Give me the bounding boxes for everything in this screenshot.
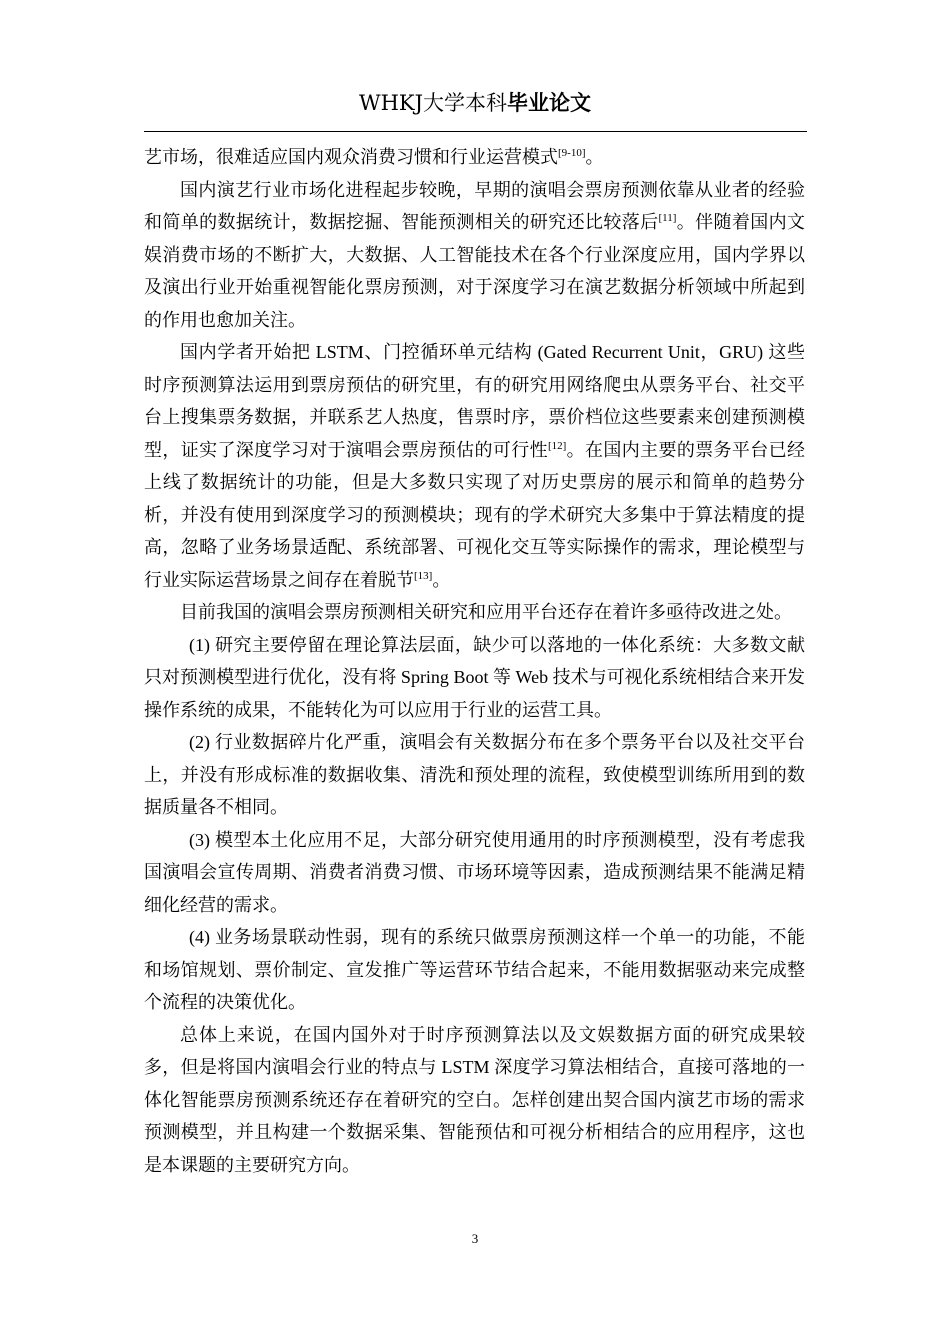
paragraph: 国内学者开始把 LSTM、门控循环单元结构 (Gated Recurrent Unit，GRU) 这些时序预测算法运用到票房预估的研究里，有的研究用网络爬虫从票务平台、社交平台上搜集票务数据，并联系艺人热度，售票时序，票价档位这些要素来创建预测模型，证实了深度学习对于演唱会票房预估的可行性[12]。在国内主要的票务平台已经上线了数据统计的功能，但是大多数只实现了对历史票房的展示和简单的趋势分析，并没有使用到深度学习的预测模块；现有的学术研究大多集中于算法精度的提高，忽略了业务场景适配、系统部署、可视化交互等实际操作的需求，理论模型与行业实际运营场景之间存在着脱节[13]。	[144, 342, 806, 590]
body-text	[144, 141, 805, 1181]
paragraph: 国内演艺行业市场化进程起步较晚，早期的演唱会票房预测依靠从业者的经验和简单的数据统计，数据挖掘、智能预测相关的研究还比较落后[11]。伴随着国内文娱消费市场的不断扩大，大数据、人工智能技术在各个行业深度应用，国内学界以及演出行业开始重视智能化票房预测，对于深度学习在演艺数据分析领域中所起到的作用也愈加关注。	[144, 179, 806, 330]
list-item: (2) 行业数据碎片化严重，演唱会有关数据分布在多个票务平台以及社交平台上，并没有形成标准的数据收集、清洗和预处理的流程，致使模型训练所用到的数据质量各不相同。	[144, 732, 805, 817]
citation: [9-10]	[558, 147, 586, 159]
citation: [13]	[414, 569, 433, 582]
list-item: (4) 业务场景联动性弱，现有的系统只做票房预测这样一个单一的功能，不能和场馆规划、票价制定、宣发推广等运营环节结合起来，不能用数据驱动来完成整个流程的决策优化。	[144, 927, 805, 1012]
header-rule	[144, 131, 807, 132]
page-header	[0, 88, 950, 118]
page-number: 3	[471, 1231, 479, 1246]
header-title-main: WHKJ大学本科	[358, 91, 507, 115]
list-item: (3) 模型本土化应用不足，大部分研究使用通用的时序预测模型，没有考虑我国演唱会宣传周期、消费者消费习惯、市场环境等因素，造成预测结果不能满足精细化经营的需求。	[144, 829, 805, 915]
paragraph-continued: 艺市场，很难适应国内观众消费习惯和行业运营模式[9-10]。	[144, 147, 604, 167]
citation: [12]	[547, 439, 567, 452]
citation: [11]	[658, 212, 677, 224]
paragraph: 总体上来说，在国内国外对于时序预测算法以及文娱数据方面的研究成果较多，但是将国内演唱会行业的特点与 LSTM 深度学习算法相结合，直接可落地的一体化智能票房预测系统还存在着研究的空白。怎样创建出契合国内演艺市场的需求预测模型，并且构建一个数据采集、智能预估和可视分析相结合的应用程序，这也是本课题的主要研究方向。	[144, 1024, 805, 1175]
list-item: (1) 研究主要停留在理论算法层面，缺少可以落地的一体化系统：大多数文献只对预测模型进行优化，没有将 Spring Boot 等 Web 技术与可视化系统相结合来开发操作系统的成果，不能转化为可以应用于行业的运营工具。	[144, 634, 805, 720]
header-title-tail: 毕业论文	[507, 91, 591, 115]
paragraph: 目前我国的演唱会票房预测相关研究和应用平台还存在着许多亟待改进之处。	[180, 602, 792, 622]
